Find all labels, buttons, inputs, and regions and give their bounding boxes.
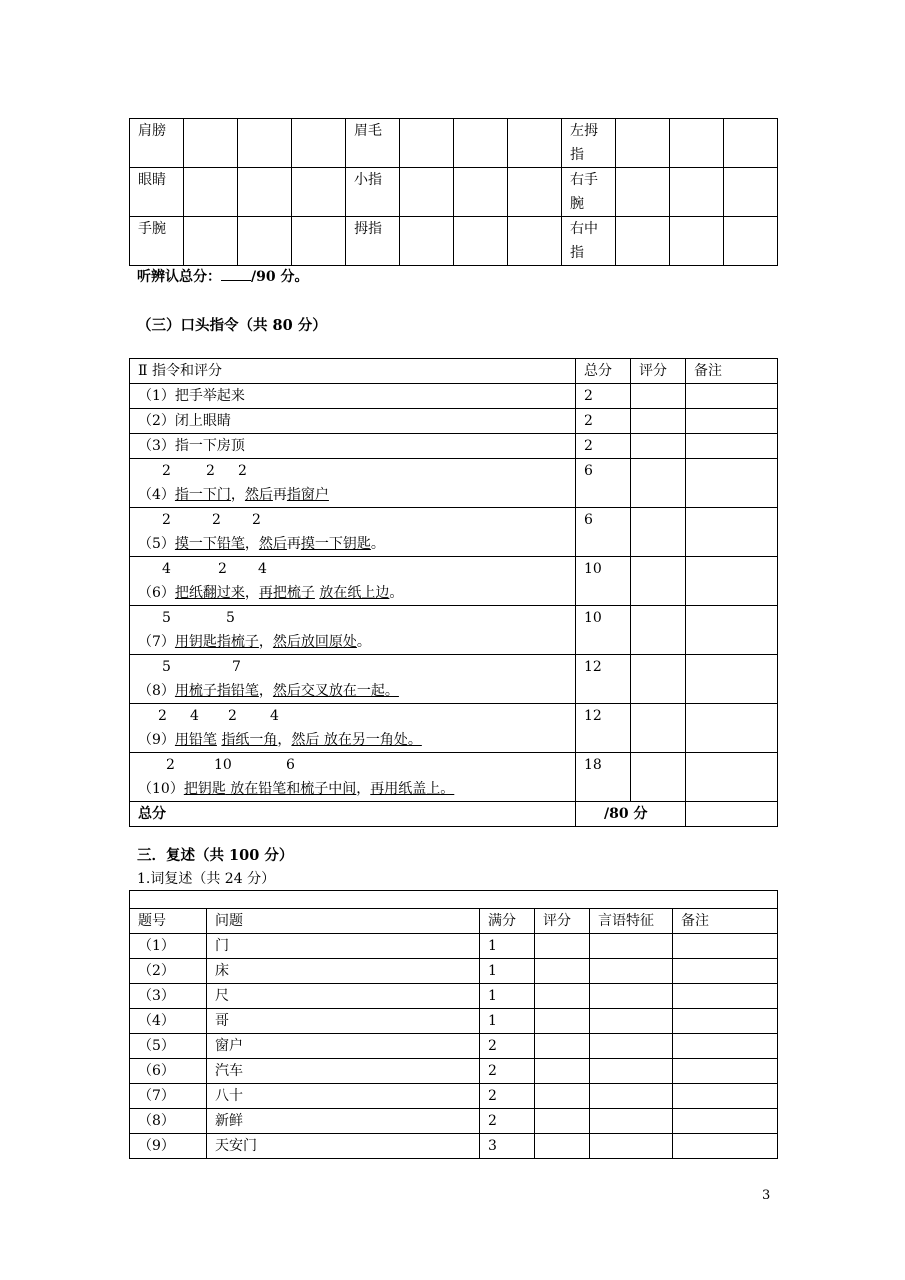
command-instruction — [138, 777, 575, 801]
command-text — [130, 459, 576, 508]
word-feature-cell — [590, 1009, 673, 1034]
word-row — [130, 959, 778, 984]
command-points: 12 — [576, 704, 631, 753]
body-part-row — [130, 217, 778, 266]
word-feature-cell — [590, 1084, 673, 1109]
command-row — [130, 753, 778, 802]
word-row — [130, 984, 778, 1009]
command-segment: 。 — [356, 634, 371, 650]
command-point-breakdown — [138, 606, 575, 630]
word-question: 八十 — [207, 1084, 480, 1109]
word-note-cell — [673, 1109, 778, 1134]
command-segment: （9） — [138, 732, 175, 748]
command-point-number: 4 — [190, 708, 199, 724]
command-point-number: 4 — [270, 708, 279, 724]
body-part-cell — [670, 217, 724, 266]
command-note-cell — [686, 384, 778, 409]
command-points: 2 — [576, 384, 631, 409]
commands-total-row — [130, 802, 778, 827]
body-part-label-line2: 指 — [570, 245, 584, 261]
command-note-cell — [686, 434, 778, 459]
command-row — [130, 434, 778, 459]
word-feature-cell — [590, 1134, 673, 1159]
word-full-score: 3 — [480, 1134, 535, 1159]
command-segment: 用梳子指铅笔 — [174, 683, 259, 699]
listen-total-blank — [221, 266, 251, 281]
command-instruction — [138, 483, 575, 507]
command-point-number: 2 — [228, 708, 237, 724]
command-score-cell — [631, 434, 686, 459]
command-note-cell — [686, 655, 778, 704]
body-part-label: 肩膀 — [130, 119, 184, 168]
listen-total — [137, 266, 308, 286]
word-repeat-title: 1.词复述（共 24 分） — [137, 871, 276, 887]
command-instruction — [138, 728, 575, 752]
command-point-number: 2 — [166, 757, 175, 773]
word-question: 尺 — [207, 984, 480, 1009]
body-part-cell — [508, 168, 562, 217]
word-header-note: 备注 — [673, 909, 778, 934]
word-question: 汽车 — [207, 1059, 480, 1084]
word-number: （5） — [130, 1034, 207, 1059]
body-part-cell — [616, 168, 670, 217]
command-points: 12 — [576, 655, 631, 704]
word-score-cell — [535, 1009, 590, 1034]
command-note-cell — [686, 753, 778, 802]
command-row — [130, 384, 778, 409]
body-part-cell — [616, 217, 670, 266]
command-segment: ， — [277, 732, 292, 748]
body-part-label-line2: 腕 — [570, 196, 584, 212]
word-number: （1） — [130, 934, 207, 959]
command-segment: （6） — [138, 585, 175, 601]
word-question: 天安门 — [207, 1134, 480, 1159]
command-point-breakdown — [138, 655, 575, 679]
command-segment: 指纸一角 — [221, 732, 278, 748]
command-point-number: 2 — [252, 512, 261, 528]
commands-header-total: 总分 — [576, 359, 631, 384]
listen-total-label: 听辨认总分： — [137, 269, 221, 285]
word-feature-cell — [590, 959, 673, 984]
body-part-cell — [454, 119, 508, 168]
command-segment: 把纸翻过来 — [174, 585, 245, 601]
command-score-cell — [631, 753, 686, 802]
command-point-breakdown — [138, 508, 575, 532]
command-text — [130, 655, 576, 704]
word-note-cell — [673, 1084, 778, 1109]
command-segment: ， — [258, 634, 273, 650]
word-note-cell — [673, 1009, 778, 1034]
word-score-cell — [535, 1134, 590, 1159]
body-part-label — [562, 168, 616, 217]
body-part-cell — [400, 119, 454, 168]
body-part-cell — [400, 168, 454, 217]
word-score-cell — [535, 934, 590, 959]
command-segment: 摸一下钥匙 — [300, 536, 371, 552]
word-full-score: 1 — [480, 959, 535, 984]
listen-total-suffix: /90 分。 — [251, 269, 309, 285]
command-segment: ， — [244, 585, 259, 601]
body-part-label — [562, 119, 616, 168]
word-full-score: 2 — [480, 1059, 535, 1084]
command-point-number: 2 — [162, 463, 171, 479]
body-part-cell — [184, 168, 238, 217]
command-score-cell — [631, 704, 686, 753]
body-parts-table — [129, 118, 778, 266]
command-segment: 。 — [389, 585, 404, 601]
word-header-row — [130, 909, 778, 934]
command-segment: ， — [244, 536, 259, 552]
word-row — [130, 1059, 778, 1084]
body-part-cell — [670, 119, 724, 168]
command-score-cell — [631, 655, 686, 704]
word-note-cell — [673, 934, 778, 959]
command-point-number: 2 — [206, 463, 215, 479]
body-part-cell — [616, 119, 670, 168]
word-full-score: 2 — [480, 1034, 535, 1059]
command-row — [130, 508, 778, 557]
command-segment: 然后放回原处 — [272, 634, 357, 650]
command-score-cell — [631, 409, 686, 434]
word-full-score: 2 — [480, 1109, 535, 1134]
command-point-number: 4 — [162, 561, 171, 577]
commands-header-instr: Ⅱ 指令和评分 — [130, 359, 576, 384]
word-note-cell — [673, 1034, 778, 1059]
word-row — [130, 1034, 778, 1059]
command-segment: 再用纸盖上。 — [370, 781, 455, 797]
command-segment: （4） — [138, 487, 175, 503]
body-part-cell — [238, 168, 292, 217]
command-point-number: 5 — [162, 610, 171, 626]
command-segment: （8） — [138, 683, 175, 699]
body-part-row — [130, 168, 778, 217]
body-part-label: 小指 — [346, 168, 400, 217]
word-full-score: 2 — [480, 1084, 535, 1109]
command-note-cell — [686, 409, 778, 434]
word-score-cell — [535, 984, 590, 1009]
word-header-question: 问题 — [207, 909, 480, 934]
word-header-no: 题号 — [130, 909, 207, 934]
section-repeat-title: 三．复述（共 100 分） — [137, 847, 294, 864]
word-number: （3） — [130, 984, 207, 1009]
command-segment: 放在铅笔和梳子中间 — [225, 781, 357, 797]
body-part-cell — [292, 168, 346, 217]
command-segment: （5） — [138, 536, 175, 552]
command-points: 10 — [576, 606, 631, 655]
body-part-label — [562, 217, 616, 266]
body-part-cell — [670, 168, 724, 217]
command-row — [130, 459, 778, 508]
word-note-cell — [673, 1059, 778, 1084]
command-text: （2）闭上眼睛 — [130, 409, 576, 434]
command-point-number: 2 — [238, 463, 247, 479]
word-row — [130, 934, 778, 959]
body-part-label-line1: 右手 — [570, 172, 598, 188]
body-part-cell — [184, 217, 238, 266]
page-number: 3 — [762, 1188, 771, 1203]
command-note-cell — [686, 508, 778, 557]
word-row — [130, 1109, 778, 1134]
command-point-number: 4 — [258, 561, 267, 577]
word-question: 门 — [207, 934, 480, 959]
word-question: 哥 — [207, 1009, 480, 1034]
commands-total-note — [686, 802, 778, 827]
command-segment: 然后 放在另一角处。 — [291, 732, 422, 748]
body-part-cell — [400, 217, 454, 266]
command-segment: 。 — [370, 536, 385, 552]
command-segment: ， — [230, 487, 245, 503]
command-score-cell — [631, 557, 686, 606]
word-note-cell — [673, 959, 778, 984]
word-full-score: 1 — [480, 934, 535, 959]
word-header-feature: 言语特征 — [590, 909, 673, 934]
commands-total-value: /80 分 — [576, 802, 686, 827]
commands-header-row — [130, 359, 778, 384]
word-table-spacer-row — [130, 891, 778, 909]
body-part-label: 眉毛 — [346, 119, 400, 168]
word-score-cell — [535, 1109, 590, 1134]
command-point-number: 2 — [218, 561, 227, 577]
word-number: （6） — [130, 1059, 207, 1084]
body-part-cell — [238, 119, 292, 168]
body-part-cell — [454, 217, 508, 266]
body-part-cell — [724, 168, 778, 217]
command-instruction — [138, 581, 575, 605]
body-part-label-line1: 右中 — [570, 221, 598, 237]
command-note-cell — [686, 606, 778, 655]
command-point-breakdown — [138, 753, 575, 777]
word-question: 床 — [207, 959, 480, 984]
word-number: （9） — [130, 1134, 207, 1159]
body-part-cell — [184, 119, 238, 168]
word-row — [130, 1009, 778, 1034]
commands-header-note: 备注 — [686, 359, 778, 384]
word-feature-cell — [590, 1034, 673, 1059]
word-score-cell — [535, 1084, 590, 1109]
word-note-cell — [673, 1134, 778, 1159]
command-text — [130, 704, 576, 753]
command-note-cell — [686, 459, 778, 508]
command-points: 2 — [576, 434, 631, 459]
command-segment: 然后交叉放在一起。 — [272, 683, 399, 699]
word-score-cell — [535, 959, 590, 984]
command-segment: 摸一下铅笔 — [174, 536, 245, 552]
body-part-label: 手腕 — [130, 217, 184, 266]
word-full-score: 1 — [480, 984, 535, 1009]
command-instruction — [138, 679, 575, 703]
command-score-cell — [631, 508, 686, 557]
word-full-score: 1 — [480, 1009, 535, 1034]
word-number: （2） — [130, 959, 207, 984]
word-row — [130, 1084, 778, 1109]
word-score-cell — [535, 1059, 590, 1084]
command-text — [130, 508, 576, 557]
command-point-number: 5 — [162, 659, 171, 675]
word-note-cell — [673, 984, 778, 1009]
body-part-label: 拇指 — [346, 217, 400, 266]
command-segment: 指窗户 — [286, 487, 329, 503]
word-feature-cell — [590, 1109, 673, 1134]
command-segment: （7） — [138, 634, 175, 650]
command-score-cell — [631, 459, 686, 508]
word-row — [130, 1134, 778, 1159]
word-table-spacer-cell — [130, 891, 778, 909]
command-point-breakdown — [138, 557, 575, 581]
word-question: 窗户 — [207, 1034, 480, 1059]
command-point-number: 5 — [226, 610, 235, 626]
command-segment: 再 — [286, 536, 301, 552]
word-question: 新鲜 — [207, 1109, 480, 1134]
body-part-cell — [508, 119, 562, 168]
command-text — [130, 753, 576, 802]
word-number: （4） — [130, 1009, 207, 1034]
commands-header-score: 评分 — [631, 359, 686, 384]
command-point-number: 2 — [162, 512, 171, 528]
command-segment: 再 — [272, 487, 287, 503]
command-note-cell — [686, 557, 778, 606]
commands-table — [129, 358, 778, 827]
command-segment: 把钥匙 — [183, 781, 226, 797]
command-segment: 再把梳子 — [258, 585, 315, 601]
body-part-cell — [454, 168, 508, 217]
word-header-score: 评分 — [535, 909, 590, 934]
command-segment: （10） — [138, 781, 184, 797]
command-score-cell — [631, 606, 686, 655]
command-instruction — [138, 532, 575, 556]
command-row — [130, 655, 778, 704]
body-part-label: 眼睛 — [130, 168, 184, 217]
body-part-row — [130, 119, 778, 168]
word-number: （7） — [130, 1084, 207, 1109]
command-segment: 用铅笔 — [174, 732, 217, 748]
command-text: （3）指一下房顶 — [130, 434, 576, 459]
word-header-full: 满分 — [480, 909, 535, 934]
command-point-number: 7 — [232, 659, 241, 675]
commands-total-label: 总分 — [130, 802, 576, 827]
body-part-cell — [724, 119, 778, 168]
word-repeat-table — [129, 890, 778, 1159]
word-feature-cell — [590, 984, 673, 1009]
command-segment: ， — [356, 781, 371, 797]
word-score-cell — [535, 1034, 590, 1059]
command-segment: ， — [258, 683, 273, 699]
body-part-cell — [238, 217, 292, 266]
command-row — [130, 704, 778, 753]
section-oral-commands-title: （三）口头指令（共 80 分） — [137, 317, 327, 334]
command-points: 10 — [576, 557, 631, 606]
command-score-cell — [631, 384, 686, 409]
body-part-cell — [292, 217, 346, 266]
command-segment: 放在纸上边 — [319, 585, 390, 601]
command-row — [130, 557, 778, 606]
command-point-number: 2 — [158, 708, 167, 724]
command-points: 2 — [576, 409, 631, 434]
command-row — [130, 409, 778, 434]
word-feature-cell — [590, 1059, 673, 1084]
command-point-number: 2 — [212, 512, 221, 528]
command-point-number: 6 — [286, 757, 295, 773]
body-part-label-line2: 指 — [570, 147, 584, 163]
command-instruction — [138, 630, 575, 654]
command-points: 18 — [576, 753, 631, 802]
command-point-breakdown — [138, 459, 575, 483]
command-note-cell — [686, 704, 778, 753]
body-part-label-line1: 左拇 — [570, 123, 598, 139]
command-segment: 然后 — [244, 487, 273, 503]
command-points: 6 — [576, 459, 631, 508]
command-segment: 然后 — [258, 536, 287, 552]
word-feature-cell — [590, 934, 673, 959]
command-point-breakdown — [138, 704, 575, 728]
body-part-cell — [292, 119, 346, 168]
body-part-cell — [724, 217, 778, 266]
body-part-cell — [508, 217, 562, 266]
command-points: 6 — [576, 508, 631, 557]
command-text — [130, 557, 576, 606]
command-row — [130, 606, 778, 655]
command-segment: 指一下门 — [174, 487, 231, 503]
command-text: （1）把手举起来 — [130, 384, 576, 409]
command-text — [130, 606, 576, 655]
word-number: （8） — [130, 1109, 207, 1134]
command-point-number: 10 — [214, 757, 232, 773]
command-segment: 用钥匙指梳子 — [174, 634, 259, 650]
